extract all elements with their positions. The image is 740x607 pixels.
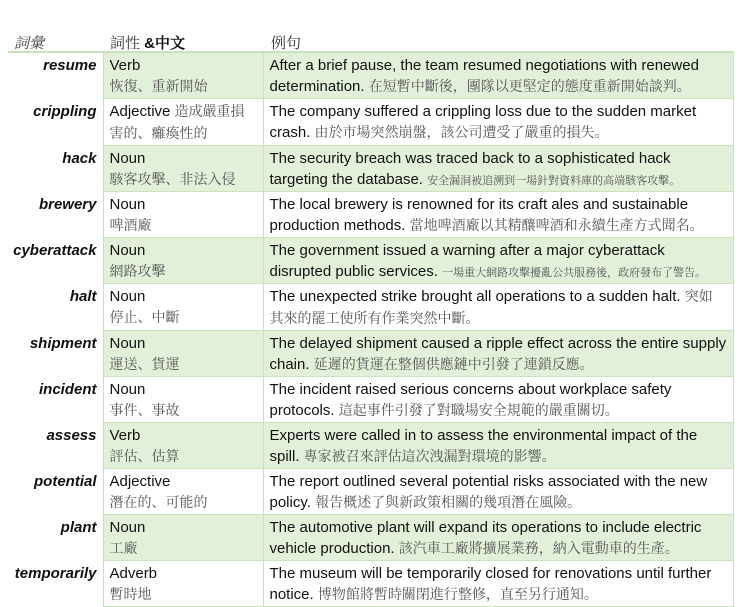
part-of-speech: Noun xyxy=(109,150,146,167)
example-chinese: 當地啤酒廠以其精釀啤酒和永續生產方式聞名。 xyxy=(409,218,704,234)
part-of-speech: Noun xyxy=(109,519,146,536)
example-chinese: 突如其來的罷工使所有作業突然中斷。 xyxy=(269,289,713,327)
table-row xyxy=(8,377,733,423)
vocab-word: halt xyxy=(8,284,103,331)
example-cell xyxy=(263,331,733,377)
part-of-speech-cell xyxy=(103,561,263,607)
example-cell xyxy=(263,99,733,146)
chinese-meaning: 啤酒廠 xyxy=(109,218,152,234)
table-row xyxy=(8,146,733,192)
part-of-speech: Verb xyxy=(109,427,141,444)
vocab-word: cyberattack xyxy=(8,238,103,284)
chinese-meaning: 造成嚴重損害的、癱瘓性的 xyxy=(109,104,245,142)
chinese-meaning: 停止、中斷 xyxy=(109,310,180,326)
vocab-word: assess xyxy=(8,423,103,469)
example-cell xyxy=(263,284,733,331)
part-of-speech: Noun xyxy=(109,381,146,398)
table-header xyxy=(8,29,733,53)
table-row xyxy=(8,99,733,146)
example-english: The local brewery is renowned for its craft ales and sustainable production methods. xyxy=(269,196,689,234)
example-english: After a brief pause, the team resumed negotiations with renewed determination. xyxy=(269,57,699,95)
part-of-speech: Noun xyxy=(109,335,146,352)
part-of-speech-cell xyxy=(103,331,263,377)
vocab-word: resume xyxy=(8,53,103,99)
table-row xyxy=(8,331,733,377)
table-row xyxy=(8,192,733,238)
chinese-meaning: 運送、貨運 xyxy=(109,357,180,373)
example-chinese: 博物館將暫時關閉進行整修，直至另行通知。 xyxy=(317,587,598,603)
part-of-speech: Adverb xyxy=(109,565,158,582)
example-english: The incident raised serious concerns about workplace safety protocols. xyxy=(269,381,672,419)
chinese-meaning: 網路攻擊 xyxy=(109,264,166,280)
example-cell xyxy=(263,423,733,469)
table-row xyxy=(8,238,733,284)
part-of-speech-cell xyxy=(103,53,263,99)
part-of-speech-cell xyxy=(103,469,263,515)
example-chinese: 延遲的貨運在整個供應鏈中引發了連鎖反應。 xyxy=(313,357,594,373)
example-english: The automotive plant will expand its operations to include electric vehicle production. xyxy=(269,519,702,557)
example-cell xyxy=(263,377,733,423)
part-of-speech-cell xyxy=(103,377,263,423)
part-of-speech-cell xyxy=(103,146,263,192)
example-chinese: 專家被召來評估這次洩漏對環境的影響。 xyxy=(303,449,556,465)
table-row xyxy=(8,515,733,561)
vocab-word: incident xyxy=(8,377,103,423)
vocabulary-table xyxy=(8,52,734,607)
chinese-meaning: 駭客攻擊、非法入侵 xyxy=(109,172,236,188)
part-of-speech-cell xyxy=(103,423,263,469)
example-english: The report outlined several potential risks associated with the new policy. xyxy=(269,473,708,511)
example-english: Experts were called in to assess the environmental impact of the spill. xyxy=(269,427,698,465)
example-chinese: 報告概述了與新政策相關的幾項潛在風險。 xyxy=(315,495,582,511)
part-of-speech: Noun xyxy=(109,196,146,213)
chinese-meaning: 評估、估算 xyxy=(109,449,180,465)
example-english: The security breach was traced back to a sophisticated hack targeting the database. xyxy=(269,150,671,188)
chinese-meaning: 工廠 xyxy=(109,541,138,557)
part-of-speech-cell xyxy=(103,99,263,146)
example-chinese: 一場重大網路攻擊擾亂公共服務後，政府發布了警告。 xyxy=(442,266,707,279)
table-row xyxy=(8,284,733,331)
example-english: The museum will be temporarily closed for renovations until further notice. xyxy=(269,565,712,603)
part-of-speech-cell xyxy=(103,515,263,561)
chinese-meaning: 潛在的、可能的 xyxy=(109,495,208,511)
part-of-speech: Adjective xyxy=(109,103,171,120)
vocab-word: hack xyxy=(8,146,103,192)
header-example: 例句 xyxy=(271,35,302,52)
example-chinese: 這起事件引發了對職場安全規範的嚴重關切。 xyxy=(338,403,619,419)
part-of-speech: Noun xyxy=(109,288,146,305)
vocab-word: temporarily xyxy=(8,561,103,607)
part-of-speech-cell xyxy=(103,238,263,284)
example-cell xyxy=(263,192,733,238)
vocab-word: brewery xyxy=(8,192,103,238)
part-of-speech: Noun xyxy=(109,242,146,259)
chinese-meaning: 恢復、重新開始 xyxy=(109,79,208,95)
table-row xyxy=(8,561,733,607)
vocab-word: plant xyxy=(8,515,103,561)
chinese-meaning: 事件、事故 xyxy=(109,403,180,419)
example-chinese: 該汽車工廠將擴展業務，納入電動車的生產。 xyxy=(398,541,679,557)
example-english: The delayed shipment caused a ripple effect across the entire supply chain. xyxy=(269,335,727,373)
example-cell xyxy=(263,515,733,561)
table-row xyxy=(8,423,733,469)
part-of-speech-cell xyxy=(103,284,263,331)
example-cell xyxy=(263,469,733,515)
part-of-speech-cell xyxy=(103,192,263,238)
vocab-word: crippling xyxy=(8,99,103,146)
example-cell xyxy=(263,238,733,284)
example-english: The company suffered a crippling loss due to the sudden market crash. xyxy=(269,103,697,141)
vocab-word: shipment xyxy=(8,331,103,377)
table-row xyxy=(8,53,733,99)
chinese-meaning: 暫時地 xyxy=(109,587,152,603)
example-cell xyxy=(263,146,733,192)
part-of-speech: Adjective xyxy=(109,473,171,490)
vocab-word: potential xyxy=(8,469,103,515)
example-cell xyxy=(263,561,733,607)
example-cell xyxy=(263,53,733,99)
header-part-of-speech: 詞性 &中文 xyxy=(110,35,186,52)
table-row xyxy=(8,469,733,515)
example-english: The unexpected strike brought all operations to a sudden halt. xyxy=(269,288,681,305)
example-chinese: 由於市場突然崩盤，該公司遭受了嚴重的損失。 xyxy=(314,125,609,141)
example-chinese: 安全漏洞被追溯到一場針對資料庫的高端駭客攻擊。 xyxy=(427,174,681,187)
example-chinese: 在短暫中斷後，團隊以更堅定的態度重新開始談判。 xyxy=(368,79,691,95)
part-of-speech: Verb xyxy=(109,57,141,74)
example-english: The government issued a warning after a major cyberattack disrupted public services. xyxy=(269,242,665,280)
header-vocabulary: 詞彙 xyxy=(14,34,45,52)
